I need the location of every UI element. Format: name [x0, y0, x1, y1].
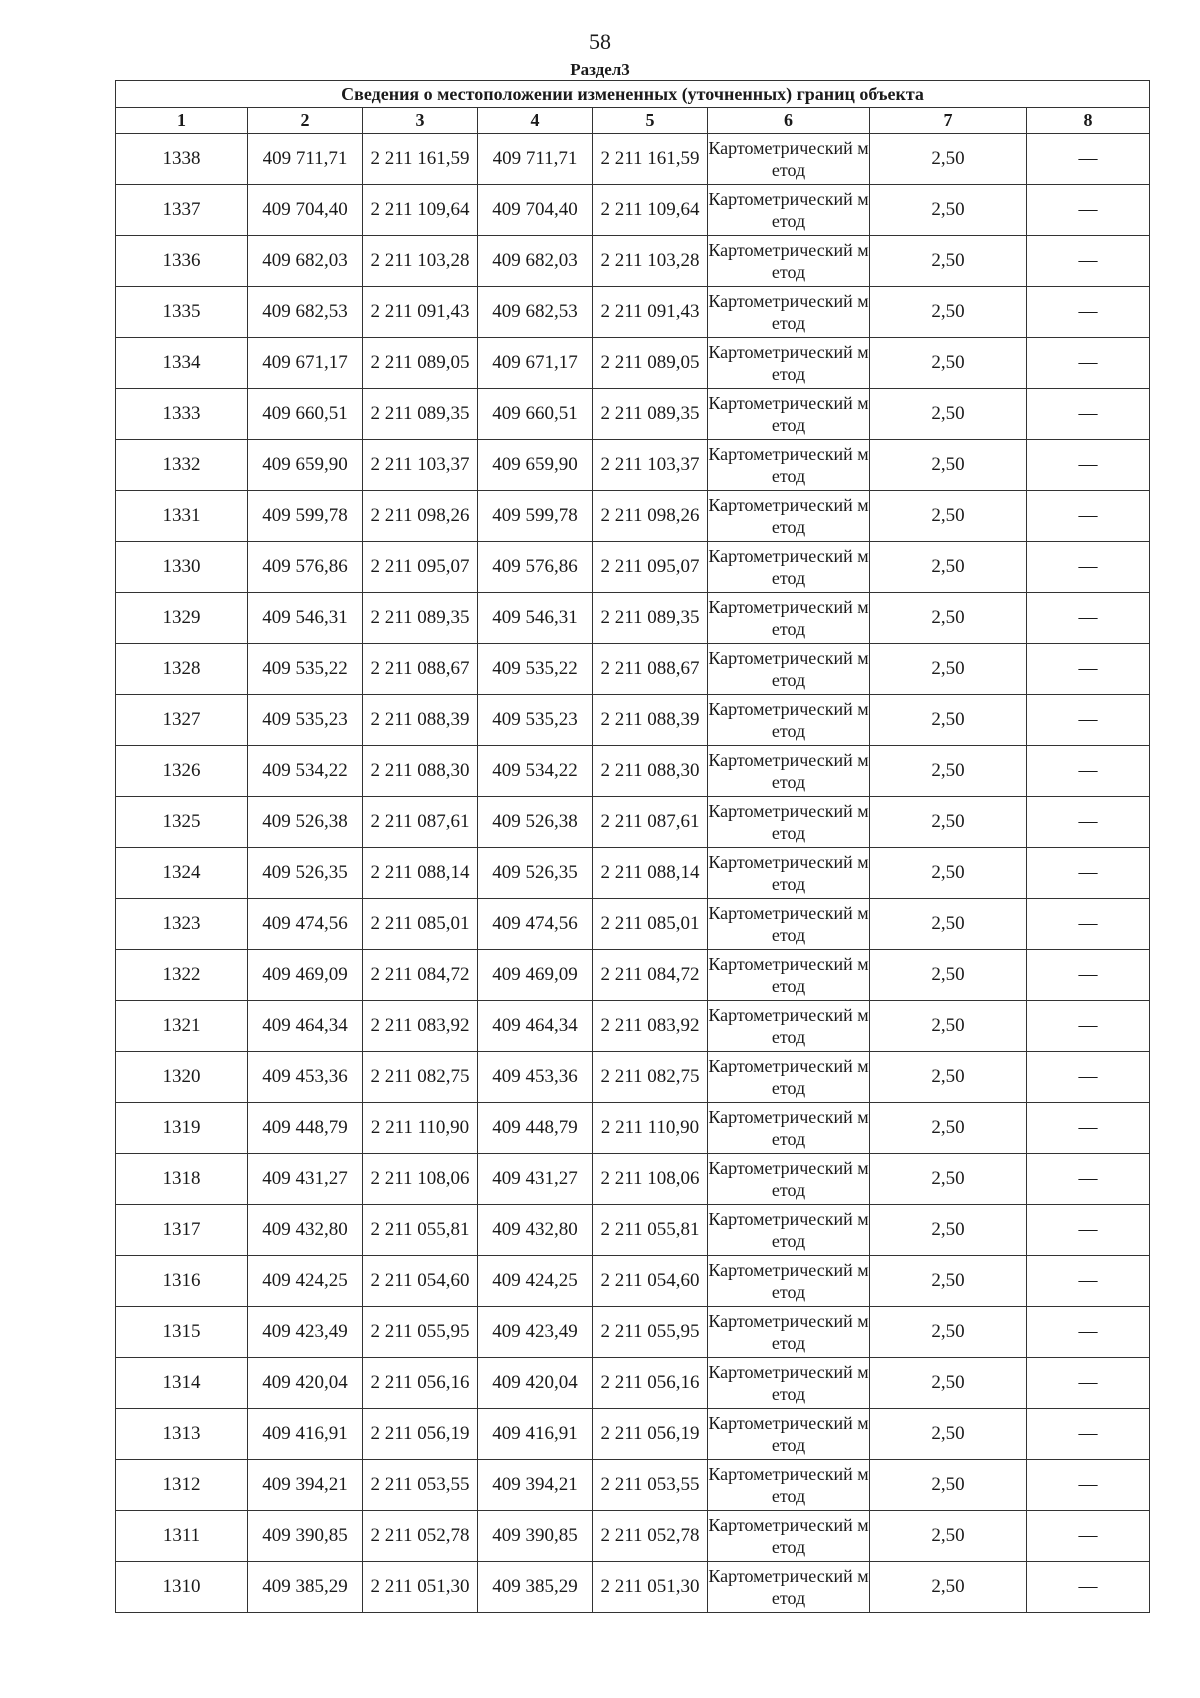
cell-accuracy: 2,50: [870, 1154, 1027, 1205]
cell-method: Картометрический метод: [708, 185, 870, 236]
table-row: [116, 746, 1150, 797]
coordinates-table: [115, 80, 1150, 1613]
cell-x-existing: 409 534,22: [248, 746, 363, 797]
cell-accuracy: 2,50: [870, 1307, 1027, 1358]
cell-method: Картометрический метод: [708, 338, 870, 389]
cell-x-new: 409 385,29: [478, 1562, 593, 1613]
cell-y-new: 2 211 053,55: [593, 1460, 708, 1511]
cell-description: —: [1027, 491, 1150, 542]
table-row: [116, 1358, 1150, 1409]
cell-x-new: 409 453,36: [478, 1052, 593, 1103]
cell-accuracy: 2,50: [870, 797, 1027, 848]
cell-method: Картометрический метод: [708, 1409, 870, 1460]
cell-point-number: 1330: [116, 542, 248, 593]
cell-description: —: [1027, 1256, 1150, 1307]
cell-method: Картометрический метод: [708, 746, 870, 797]
table-row: [116, 236, 1150, 287]
cell-method: Картометрический метод: [708, 1511, 870, 1562]
cell-x-new: 409 448,79: [478, 1103, 593, 1154]
cell-x-existing: 409 390,85: [248, 1511, 363, 1562]
cell-description: —: [1027, 848, 1150, 899]
cell-x-existing: 409 660,51: [248, 389, 363, 440]
cell-description: —: [1027, 1103, 1150, 1154]
cell-accuracy: 2,50: [870, 440, 1027, 491]
cell-description: —: [1027, 542, 1150, 593]
cell-x-new: 409 546,31: [478, 593, 593, 644]
cell-y-existing: 2 211 089,05: [363, 338, 478, 389]
table-row: [116, 1154, 1150, 1205]
cell-y-new: 2 211 056,19: [593, 1409, 708, 1460]
cell-point-number: 1319: [116, 1103, 248, 1154]
cell-x-new: 409 432,80: [478, 1205, 593, 1256]
cell-accuracy: 2,50: [870, 1001, 1027, 1052]
cell-x-existing: 409 671,17: [248, 338, 363, 389]
cell-description: —: [1027, 1307, 1150, 1358]
cell-accuracy: 2,50: [870, 287, 1027, 338]
cell-point-number: 1333: [116, 389, 248, 440]
cell-x-existing: 409 546,31: [248, 593, 363, 644]
cell-description: —: [1027, 695, 1150, 746]
cell-y-new: 2 211 161,59: [593, 134, 708, 185]
cell-y-existing: 2 211 103,37: [363, 440, 478, 491]
cell-point-number: 1314: [116, 1358, 248, 1409]
cell-x-existing: 409 526,38: [248, 797, 363, 848]
cell-y-new: 2 211 103,37: [593, 440, 708, 491]
column-number-8: 8: [1027, 108, 1150, 134]
cell-y-existing: 2 211 108,06: [363, 1154, 478, 1205]
cell-point-number: 1320: [116, 1052, 248, 1103]
cell-accuracy: 2,50: [870, 236, 1027, 287]
cell-x-new: 409 464,34: [478, 1001, 593, 1052]
cell-method: Картометрический метод: [708, 593, 870, 644]
cell-accuracy: 2,50: [870, 848, 1027, 899]
column-number-2: 2: [248, 108, 363, 134]
cell-x-existing: 409 394,21: [248, 1460, 363, 1511]
cell-point-number: 1310: [116, 1562, 248, 1613]
cell-description: —: [1027, 389, 1150, 440]
cell-y-existing: 2 211 161,59: [363, 134, 478, 185]
cell-y-existing: 2 211 088,39: [363, 695, 478, 746]
cell-x-existing: 409 599,78: [248, 491, 363, 542]
cell-y-new: 2 211 109,64: [593, 185, 708, 236]
cell-x-existing: 409 453,36: [248, 1052, 363, 1103]
cell-description: —: [1027, 1052, 1150, 1103]
table-row: [116, 1511, 1150, 1562]
cell-x-existing: 409 474,56: [248, 899, 363, 950]
cell-y-new: 2 211 082,75: [593, 1052, 708, 1103]
table-row: [116, 491, 1150, 542]
cell-point-number: 1311: [116, 1511, 248, 1562]
column-number-row: [116, 108, 1150, 134]
cell-y-existing: 2 211 088,30: [363, 746, 478, 797]
cell-accuracy: 2,50: [870, 1052, 1027, 1103]
cell-x-new: 409 711,71: [478, 134, 593, 185]
cell-x-existing: 409 432,80: [248, 1205, 363, 1256]
cell-description: —: [1027, 746, 1150, 797]
cell-y-existing: 2 211 088,14: [363, 848, 478, 899]
cell-description: —: [1027, 1154, 1150, 1205]
cell-description: —: [1027, 593, 1150, 644]
cell-y-existing: 2 211 110,90: [363, 1103, 478, 1154]
cell-x-new: 409 535,23: [478, 695, 593, 746]
cell-x-existing: 409 535,22: [248, 644, 363, 695]
cell-x-new: 409 671,17: [478, 338, 593, 389]
cell-y-new: 2 211 088,30: [593, 746, 708, 797]
cell-method: Картометрический метод: [708, 542, 870, 593]
cell-accuracy: 2,50: [870, 695, 1027, 746]
table-row: [116, 185, 1150, 236]
cell-x-existing: 409 469,09: [248, 950, 363, 1001]
cell-y-existing: 2 211 103,28: [363, 236, 478, 287]
cell-x-existing: 409 682,03: [248, 236, 363, 287]
cell-accuracy: 2,50: [870, 1256, 1027, 1307]
cell-y-existing: 2 211 089,35: [363, 593, 478, 644]
cell-y-existing: 2 211 055,95: [363, 1307, 478, 1358]
cell-point-number: 1338: [116, 134, 248, 185]
column-number-5: 5: [593, 108, 708, 134]
cell-x-existing: 409 659,90: [248, 440, 363, 491]
cell-method: Картометрический метод: [708, 236, 870, 287]
cell-y-new: 2 211 083,92: [593, 1001, 708, 1052]
cell-x-new: 409 394,21: [478, 1460, 593, 1511]
cell-y-existing: 2 211 089,35: [363, 389, 478, 440]
cell-y-new: 2 211 084,72: [593, 950, 708, 1001]
cell-description: —: [1027, 1511, 1150, 1562]
cell-method: Картометрический метод: [708, 287, 870, 338]
cell-y-existing: 2 211 051,30: [363, 1562, 478, 1613]
cell-x-existing: 409 423,49: [248, 1307, 363, 1358]
table-row: [116, 1205, 1150, 1256]
cell-y-new: 2 211 088,14: [593, 848, 708, 899]
cell-x-new: 409 474,56: [478, 899, 593, 950]
cell-method: Картометрический метод: [708, 1154, 870, 1205]
cell-description: —: [1027, 797, 1150, 848]
cell-method: Картометрический метод: [708, 644, 870, 695]
table-row: [116, 440, 1150, 491]
cell-x-existing: 409 704,40: [248, 185, 363, 236]
cell-y-existing: 2 211 088,67: [363, 644, 478, 695]
table-row: [116, 134, 1150, 185]
cell-x-existing: 409 385,29: [248, 1562, 363, 1613]
cell-x-new: 409 704,40: [478, 185, 593, 236]
cell-y-existing: 2 211 083,92: [363, 1001, 478, 1052]
column-number-1: 1: [116, 108, 248, 134]
cell-description: —: [1027, 134, 1150, 185]
column-number-4: 4: [478, 108, 593, 134]
cell-point-number: 1317: [116, 1205, 248, 1256]
table-row: [116, 1409, 1150, 1460]
cell-accuracy: 2,50: [870, 1511, 1027, 1562]
cell-description: —: [1027, 440, 1150, 491]
cell-accuracy: 2,50: [870, 185, 1027, 236]
cell-description: —: [1027, 338, 1150, 389]
cell-y-new: 2 211 055,81: [593, 1205, 708, 1256]
cell-accuracy: 2,50: [870, 389, 1027, 440]
table-row: [116, 1103, 1150, 1154]
cell-point-number: 1321: [116, 1001, 248, 1052]
cell-y-new: 2 211 108,06: [593, 1154, 708, 1205]
cell-accuracy: 2,50: [870, 593, 1027, 644]
cell-y-existing: 2 211 056,19: [363, 1409, 478, 1460]
cell-point-number: 1324: [116, 848, 248, 899]
cell-method: Картометрический метод: [708, 134, 870, 185]
cell-description: —: [1027, 236, 1150, 287]
cell-x-new: 409 659,90: [478, 440, 593, 491]
cell-x-new: 409 682,53: [478, 287, 593, 338]
cell-y-existing: 2 211 082,75: [363, 1052, 478, 1103]
cell-x-existing: 409 576,86: [248, 542, 363, 593]
cell-accuracy: 2,50: [870, 644, 1027, 695]
table-row: [116, 1052, 1150, 1103]
cell-y-existing: 2 211 053,55: [363, 1460, 478, 1511]
cell-description: —: [1027, 644, 1150, 695]
cell-x-existing: 409 526,35: [248, 848, 363, 899]
cell-method: Картометрический метод: [708, 899, 870, 950]
cell-point-number: 1329: [116, 593, 248, 644]
cell-method: Картометрический метод: [708, 1307, 870, 1358]
cell-method: Картометрический метод: [708, 491, 870, 542]
cell-y-existing: 2 211 052,78: [363, 1511, 478, 1562]
table-row: [116, 899, 1150, 950]
table-body: [116, 134, 1150, 1613]
cell-y-existing: 2 211 085,01: [363, 899, 478, 950]
cell-accuracy: 2,50: [870, 1103, 1027, 1154]
cell-x-existing: 409 682,53: [248, 287, 363, 338]
cell-method: Картометрический метод: [708, 695, 870, 746]
table-row: [116, 695, 1150, 746]
table-row: [116, 542, 1150, 593]
cell-method: Картометрический метод: [708, 1460, 870, 1511]
cell-y-new: 2 211 098,26: [593, 491, 708, 542]
cell-x-new: 409 526,35: [478, 848, 593, 899]
cell-method: Картометрический метод: [708, 848, 870, 899]
cell-point-number: 1327: [116, 695, 248, 746]
cell-x-new: 409 390,85: [478, 1511, 593, 1562]
cell-accuracy: 2,50: [870, 491, 1027, 542]
cell-y-existing: 2 211 087,61: [363, 797, 478, 848]
cell-x-existing: 409 416,91: [248, 1409, 363, 1460]
cell-y-new: 2 211 089,35: [593, 593, 708, 644]
cell-description: —: [1027, 1358, 1150, 1409]
cell-accuracy: 2,50: [870, 1358, 1027, 1409]
cell-point-number: 1315: [116, 1307, 248, 1358]
cell-point-number: 1336: [116, 236, 248, 287]
cell-method: Картометрический метод: [708, 1256, 870, 1307]
cell-x-new: 409 660,51: [478, 389, 593, 440]
cell-accuracy: 2,50: [870, 338, 1027, 389]
cell-method: Картометрический метод: [708, 797, 870, 848]
table-row: [116, 797, 1150, 848]
cell-y-new: 2 211 089,35: [593, 389, 708, 440]
cell-y-existing: 2 211 054,60: [363, 1256, 478, 1307]
table-row: [116, 848, 1150, 899]
cell-x-new: 409 535,22: [478, 644, 593, 695]
cell-method: Картометрический метод: [708, 1001, 870, 1052]
cell-accuracy: 2,50: [870, 899, 1027, 950]
cell-x-existing: 409 424,25: [248, 1256, 363, 1307]
cell-accuracy: 2,50: [870, 1205, 1027, 1256]
cell-x-existing: 409 448,79: [248, 1103, 363, 1154]
cell-accuracy: 2,50: [870, 950, 1027, 1001]
cell-accuracy: 2,50: [870, 1562, 1027, 1613]
cell-x-new: 409 469,09: [478, 950, 593, 1001]
table-caption-row: [116, 81, 1150, 108]
cell-y-new: 2 211 110,90: [593, 1103, 708, 1154]
table-row: [116, 1562, 1150, 1613]
cell-method: Картометрический метод: [708, 1052, 870, 1103]
cell-x-existing: 409 535,23: [248, 695, 363, 746]
cell-x-new: 409 424,25: [478, 1256, 593, 1307]
cell-point-number: 1335: [116, 287, 248, 338]
cell-point-number: 1331: [116, 491, 248, 542]
cell-method: Картометрический метод: [708, 1358, 870, 1409]
cell-description: —: [1027, 950, 1150, 1001]
cell-x-existing: 409 420,04: [248, 1358, 363, 1409]
cell-point-number: 1316: [116, 1256, 248, 1307]
cell-point-number: 1337: [116, 185, 248, 236]
column-number-7: 7: [870, 108, 1027, 134]
cell-y-new: 2 211 085,01: [593, 899, 708, 950]
cell-y-new: 2 211 052,78: [593, 1511, 708, 1562]
cell-y-existing: 2 211 055,81: [363, 1205, 478, 1256]
cell-accuracy: 2,50: [870, 746, 1027, 797]
cell-x-new: 409 534,22: [478, 746, 593, 797]
cell-y-existing: 2 211 084,72: [363, 950, 478, 1001]
column-number-3: 3: [363, 108, 478, 134]
table-row: [116, 593, 1150, 644]
cell-method: Картометрический метод: [708, 389, 870, 440]
cell-point-number: 1334: [116, 338, 248, 389]
cell-method: Картометрический метод: [708, 1562, 870, 1613]
column-number-6: 6: [708, 108, 870, 134]
cell-point-number: 1325: [116, 797, 248, 848]
cell-y-new: 2 211 095,07: [593, 542, 708, 593]
cell-method: Картометрический метод: [708, 1103, 870, 1154]
cell-y-existing: 2 211 091,43: [363, 287, 478, 338]
cell-x-new: 409 431,27: [478, 1154, 593, 1205]
cell-y-new: 2 211 103,28: [593, 236, 708, 287]
cell-x-existing: 409 464,34: [248, 1001, 363, 1052]
cell-description: —: [1027, 185, 1150, 236]
cell-point-number: 1313: [116, 1409, 248, 1460]
cell-point-number: 1332: [116, 440, 248, 491]
cell-description: —: [1027, 1460, 1150, 1511]
cell-x-new: 409 682,03: [478, 236, 593, 287]
section-title: Раздел3: [570, 60, 630, 79]
cell-x-new: 409 420,04: [478, 1358, 593, 1409]
cell-x-new: 409 599,78: [478, 491, 593, 542]
cell-x-new: 409 526,38: [478, 797, 593, 848]
cell-x-new: 409 423,49: [478, 1307, 593, 1358]
cell-point-number: 1322: [116, 950, 248, 1001]
cell-point-number: 1318: [116, 1154, 248, 1205]
table-row: [116, 1307, 1150, 1358]
cell-method: Картометрический метод: [708, 1205, 870, 1256]
cell-y-existing: 2 211 056,16: [363, 1358, 478, 1409]
table-row: [116, 1001, 1150, 1052]
page-number: 58: [589, 29, 611, 54]
cell-description: —: [1027, 287, 1150, 338]
cell-point-number: 1328: [116, 644, 248, 695]
cell-point-number: 1326: [116, 746, 248, 797]
cell-accuracy: 2,50: [870, 1409, 1027, 1460]
cell-description: —: [1027, 1205, 1150, 1256]
cell-point-number: 1323: [116, 899, 248, 950]
cell-y-new: 2 211 091,43: [593, 287, 708, 338]
cell-y-new: 2 211 088,39: [593, 695, 708, 746]
cell-method: Картометрический метод: [708, 950, 870, 1001]
table-row: [116, 644, 1150, 695]
cell-x-new: 409 576,86: [478, 542, 593, 593]
table-row: [116, 950, 1150, 1001]
cell-x-existing: 409 431,27: [248, 1154, 363, 1205]
cell-description: —: [1027, 1409, 1150, 1460]
cell-x-new: 409 416,91: [478, 1409, 593, 1460]
cell-y-new: 2 211 087,61: [593, 797, 708, 848]
cell-description: —: [1027, 899, 1150, 950]
table-row: [116, 389, 1150, 440]
table-row: [116, 338, 1150, 389]
table-row: [116, 287, 1150, 338]
table-row: [116, 1460, 1150, 1511]
cell-description: —: [1027, 1001, 1150, 1052]
cell-y-new: 2 211 054,60: [593, 1256, 708, 1307]
cell-y-existing: 2 211 098,26: [363, 491, 478, 542]
cell-description: —: [1027, 1562, 1150, 1613]
cell-accuracy: 2,50: [870, 134, 1027, 185]
cell-x-existing: 409 711,71: [248, 134, 363, 185]
cell-accuracy: 2,50: [870, 1460, 1027, 1511]
table-caption: Сведения о местоположении измененных (уточненных) границ объекта: [116, 81, 1150, 108]
cell-y-new: 2 211 088,67: [593, 644, 708, 695]
cell-method: Картометрический метод: [708, 440, 870, 491]
cell-y-existing: 2 211 095,07: [363, 542, 478, 593]
cell-y-new: 2 211 089,05: [593, 338, 708, 389]
cell-accuracy: 2,50: [870, 542, 1027, 593]
cell-y-new: 2 211 055,95: [593, 1307, 708, 1358]
cell-point-number: 1312: [116, 1460, 248, 1511]
cell-y-existing: 2 211 109,64: [363, 185, 478, 236]
cell-y-new: 2 211 051,30: [593, 1562, 708, 1613]
cell-y-new: 2 211 056,16: [593, 1358, 708, 1409]
table-row: [116, 1256, 1150, 1307]
